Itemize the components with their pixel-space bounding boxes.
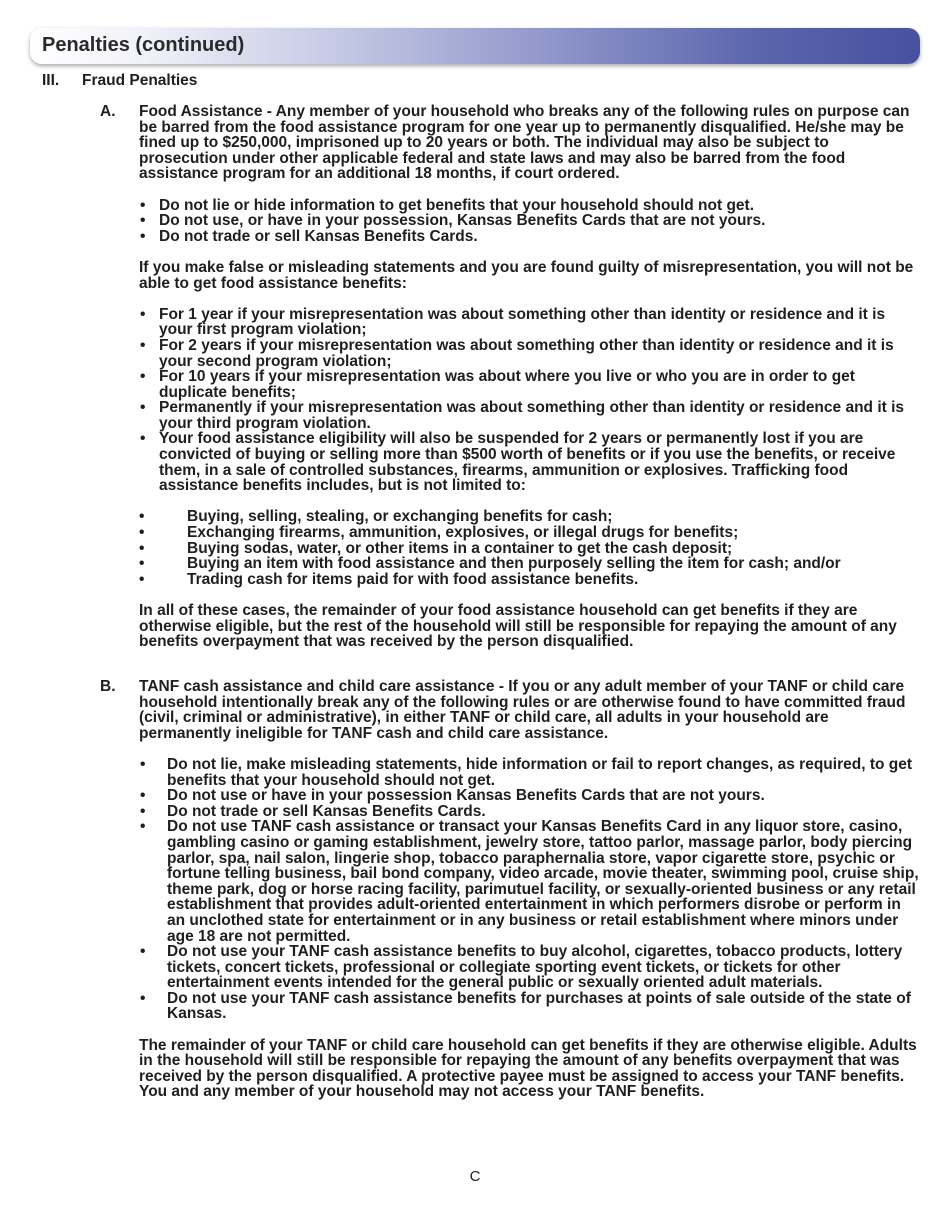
item-a-closing: In all of these cases, the remainder of your food assistance household can get benefits if they are otherwise eligible, but the rest of the household will still be responsible for repaying the amount of any benefits overpayment that was received by the person disqualified. [139,602,897,651]
item-a-penalties-list [139,307,920,494]
list-item: • Permanently if your misrepresentation was about something other than identity or residence and it is your third program violation. [139,400,920,431]
list-item: • Exchanging firearms, ammunition, explosives, or illegal drugs for benefits; [187,525,920,541]
item-a-letter: A. [100,103,116,120]
list-item: • Do not use your TANF cash assistance benefits to buy alcohol, cigarettes, tobacco products, lottery tickets, concert tickets, professional or collegiate sporting event tickets, or tickets for other entertainment events intended for the general public or sexually oriented adult materials. [139,944,920,991]
list-item: • Do not lie, make misleading statements, hide information or fail to report changes, as required, to get benefits that your household should not get. [139,757,920,788]
item-a [100,104,920,650]
list-item: • Do not use your TANF cash assistance benefits for purchases at points of sale outside of the state of Kansas. [139,991,920,1022]
list-item: • For 2 years if your misrepresentation was about something other than identity or residence and it is your second program violation; [139,338,920,369]
item-b-rules-list [139,757,920,1022]
list-item: • Buying sodas, water, or other items in a container to get the cash deposit; [187,541,920,557]
header-banner [30,28,920,64]
item-b-body [139,679,920,1100]
item-a-body [139,104,920,650]
list-item: • For 1 year if your misrepresentation was about something other than identity or residence and it is your first program violation; [139,307,920,338]
list-item: • For 10 years if your misrepresentation was about where you live or who you are in order to get duplicate benefits; [139,369,920,400]
list-item: • Trading cash for items paid for with food assistance benefits. [187,572,920,588]
list-item: • Buying an item with food assistance and then purposely selling the item for cash; and/or [187,556,920,572]
list-item: • Do not trade or sell Kansas Benefits Cards. [139,229,920,245]
list-item: • Do not trade or sell Kansas Benefits Cards. [139,804,920,820]
section-heading [42,72,197,89]
item-b-letter: B. [100,678,116,695]
list-item: • Buying, selling, stealing, or exchanging benefits for cash; [187,509,920,525]
section-number: III. [42,72,60,89]
item-a-rules-list [139,198,920,245]
item-b-closing: The remainder of your TANF or child care household can get benefits if they are otherwise eligible. Adults in the household will still be responsible for repaying the amount of any benefits overpayment that was received by the person disqualified. A protective payee must be assigned to access your TANF benefits. You and any member of your household may not access your TANF benefits. [139,1036,917,1101]
item-a-trafficking-list [187,509,920,587]
page-title: Penalties (continued) [42,34,245,56]
list-item: • Do not lie or hide information to get benefits that your household should not get. [139,198,920,214]
list-item: • Do not use TANF cash assistance or transact your Kansas Benefits Card in any liquor store, casino, gambling casino or gaming establishment, jewelry store, tattoo parlor, massage parlor, body piercing parlor, spa, nail salon, lingerie shop, tobacco paraphernalia store, vapor cigarette store, psychic or fortune telling business, bail bond company, video arcade, movie theater, swimming pool, cruise ship, theme park, dog or horse racing facility, parimutuel facility, or sexually-oriented business or any retail establishment that provides adult-oriented entertainment in which performers disrobe or perform in an unclothed state for entertainment or in any business or retail establishment where minors under age 18 are not permitted. [139,819,920,944]
list-item: • Do not use or have in your possession Kansas Benefits Cards that are not yours. [139,788,920,804]
item-a-intro: Food Assistance - Any member of your household who breaks any of the following rules on purpose can be barred from the food assistance program for one year up to permanently disqualified. He/she may be fined up to $250,000, imprisoned up to 20 years or both. The individual may also be subject to prosecution under other applicable federal and state laws and may also be barred from the food assistance program for an additional 18 months, if court ordered. [139,103,910,183]
page-footer-label: C [469,1168,481,1185]
item-b [100,679,920,1100]
list-item: • Your food assistance eligibility will also be suspended for 2 years or permanently lost if you are convicted of buying or selling more than $500 worth of benefits or if you use the benefits, or receive them, in a sale of controlled substances, firearms, ammunition or explosives. Trafficking food assistance benefits includes, but is not limited to: [139,431,920,493]
item-a-misrep-intro: If you make false or misleading statements and you are found guilty of misrepresentation, you will not be able to get food assistance benefits: [139,258,914,292]
list-item: • Do not use, or have in your possession, Kansas Benefits Cards that are not yours. [139,213,920,229]
section-title: Fraud Penalties [82,72,198,89]
item-b-intro: TANF cash assistance and child care assistance - If you or any adult member of your TANF or child care household intentionally break any of the following rules or are otherwise found to have committed fraud (civil, criminal or administrative), in either TANF or child care, all adults in your household are permanently ineligible for TANF cash and child care assistance. [139,678,906,742]
